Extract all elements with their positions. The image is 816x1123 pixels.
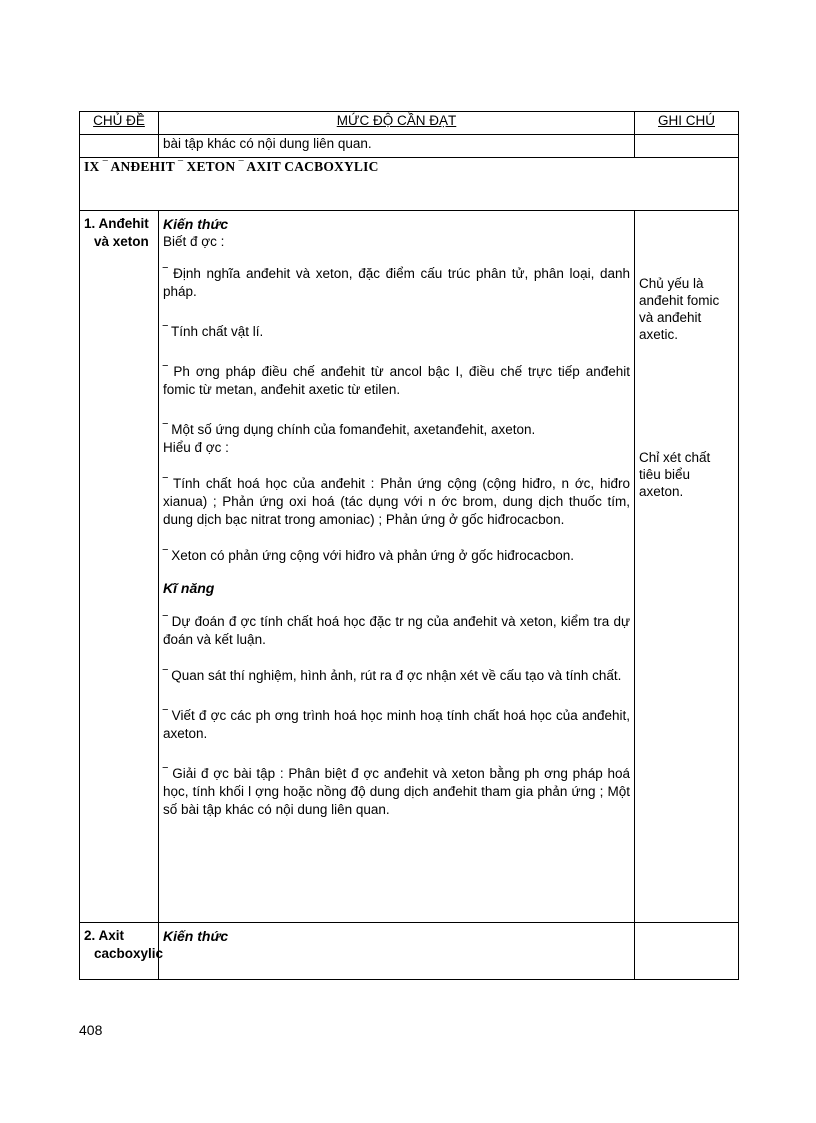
section-title: IX ‾ ANĐEHIT ‾ XETON ‾ AXIT CACBOXYLIC (80, 158, 739, 211)
topic2-row (80, 923, 739, 980)
topic2-line2: cacboxylic (94, 946, 164, 961)
understand-item-2: ‾ Xeton có phản ứng cộng với hiđro và phản ứng ở gốc hiđrocacbon. (163, 548, 575, 563)
topic2-content (159, 923, 635, 980)
know-item-2: ‾ Tính chất vật lí. (163, 324, 264, 339)
table-header-row (80, 112, 739, 135)
topic1-row (80, 211, 739, 923)
continuation-row (80, 135, 739, 158)
note-2: Chỉ xét chất tiêu biểu axeton. (639, 450, 711, 499)
know-item-1: ‾ Định nghĩa anđehit và xeton, đặc điểm cấu trúc phân tử, phân loại, danh pháp. (163, 266, 630, 299)
curriculum-table (79, 111, 739, 980)
skill-item-2: ‾ Quan sát thí nghiệm, hình ảnh, rút ra đ ợc nhận xét về cấu tạo và tính chất. (163, 668, 622, 683)
topic1-line2: và xeton (94, 234, 149, 249)
topic2-notes (635, 923, 739, 980)
topic2-knowledge-label: Kiến thức (163, 928, 229, 944)
page-number: 408 (79, 1022, 103, 1038)
skills-label: Kĩ năng (163, 580, 215, 596)
header-level: MỨC ĐỘ CẦN ĐẠT (159, 112, 635, 135)
know-intro: Biết đ ợc : (163, 234, 225, 249)
section-row (80, 158, 739, 211)
understand-item-1: ‾ Tính chất hoá học của anđehit : Phản ứng cộng (cộng hiđro, n ớc, hiđro xianua) ; Phản ứng oxi hoá (tác dụng với n ớc brom, dung dịch thuốc tím, dung dịch bạc nitrat trong amoniac) ; Phản ứng ở gốc hiđrocacbon. (163, 476, 630, 527)
continuation-text: bài tập khác có nội dung liên quan. (159, 135, 635, 158)
know-item-4: ‾ Một số ứng dụng chính của fomanđehit, axetanđehit, axeton. (163, 422, 536, 437)
header-note: GHI CHÚ (635, 112, 739, 135)
note-1: Chủ yếu là anđehit fomic và anđehit axetic. (639, 276, 720, 342)
skill-item-1: ‾ Dự đoán đ ợc tính chất hoá học đặc tr ng của anđehit và xeton, kiểm tra dự đoán và kết luận. (163, 614, 630, 647)
knowledge-label: Kiến thức (163, 216, 229, 232)
skill-item-4: ‾ Giải đ ợc bài tập : Phân biệt đ ợc anđehit và xeton bằng ph ơng pháp hoá học, tính khối l ợng hoặc nồng độ dung dịch anđehit tham gia phản ứng ; Một số bài tập khác có nội dung liên quan. (163, 766, 630, 817)
header-topic: CHỦ ĐỀ (80, 112, 159, 135)
topic2-line1: 2. Axit (84, 928, 125, 943)
know-item-3: ‾ Ph ơng pháp điều chế anđehit từ ancol bậc I, điều chế trực tiếp anđehit fomic từ metan, anđehit axetic từ etilen. (163, 364, 630, 397)
topic1-cell (80, 211, 159, 923)
skill-item-3: ‾ Viết đ ợc các ph ơng trình hoá học minh hoạ tính chất hoá học của anđehit, axeton. (163, 708, 630, 741)
understand-intro: Hiểu đ ợc : (163, 440, 229, 455)
topic1-line1: 1. Anđehit (84, 216, 149, 231)
topic2-cell (80, 923, 164, 980)
topic1-notes (635, 211, 739, 923)
topic1-content (159, 211, 635, 923)
